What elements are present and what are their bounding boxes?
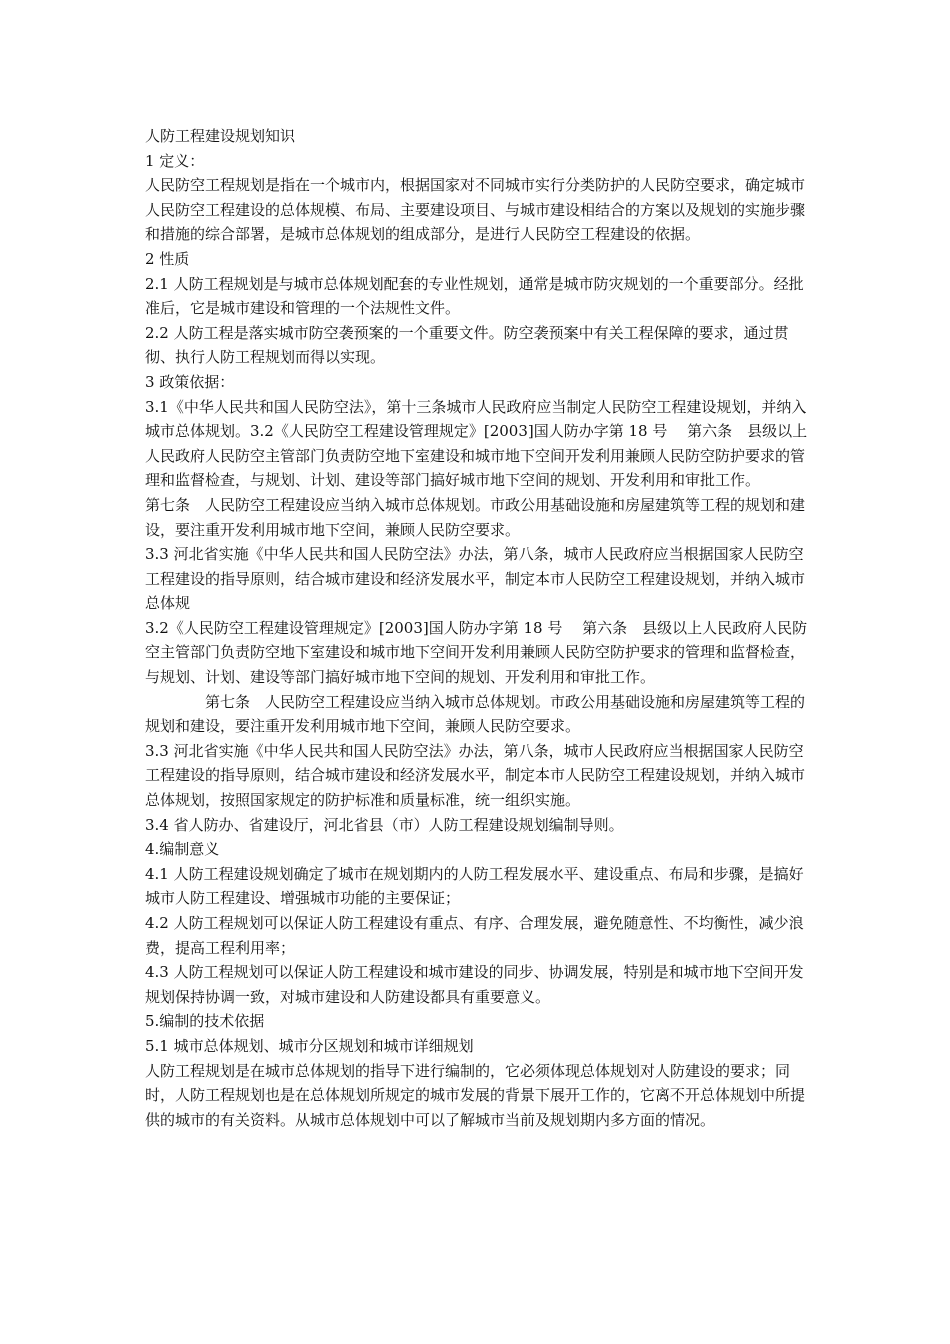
section-heading-nature: 2 性质 bbox=[145, 249, 190, 268]
section-heading-technical-basis: 5.编制的技术依据 bbox=[145, 1012, 265, 1031]
paragraph-4-3: 4.3 人防工程规划可以保证人防工程建设和城市建设的同步、协调发展，特别是和城市地下空间开发规划保持协调一致，对城市建设和人防建设都具有重要意义。 bbox=[145, 963, 804, 1006]
section-heading-significance: 4.编制意义 bbox=[145, 840, 220, 859]
paragraph-5-1-body: 人防工程规划是在城市总体规划的指导下进行编制的，它必须体现总体规划对人防建设的要求；同时，人防工程规划也是在总体规划所规定的城市发展的背景下展开工作的，它离不开总体规划中所提供的城市的有关资料。从城市总体规划中可以了解城市当前及规划期内多方面的情况。 bbox=[145, 1061, 806, 1129]
paragraph-definition: 人民防空工程规划是指在一个城市内，根据国家对不同城市实行分类防护的人民防空要求，确定城市人民防空工程建设的总体规模、布局、主要建设项目、与城市建设相结合的方案以及规划的实施步骤和措施的综合部署，是城市总体规划的组成部分，是进行人民防空工程建设的依据。 bbox=[145, 176, 806, 244]
paragraph-article-7: 第七条 人民防空工程建设应当纳入城市总体规划。市政公用基础设施和房屋建筑等工程的规划和建设，要注重开发利用城市地下空间，兼顾人民防空要求。 bbox=[145, 692, 806, 736]
section-heading-policy: 3 政策依据： bbox=[145, 372, 235, 391]
paragraph-4-1: 4.1 人防工程建设规划确定了城市在规划期内的人防工程发展水平、建设重点、布局和步骤，是搞好城市人防工程建设、增强城市功能的主要保证； bbox=[145, 864, 804, 908]
paragraph-2-2: 2.2 人防工程是落实城市防空袭预案的一个重要文件。防空袭预案中有关工程保障的要求，通过贯彻、执行人防工程规划而得以实现。 bbox=[145, 323, 789, 367]
paragraph-3-3-b: 3.3 河北省实施《中华人民共和国人民防空法》办法，第八条，城市人民政府应当根据国家人民防空工程建设的指导原则，结合城市建设和经济发展水平，制定本市人民防空工程建设规划，并纳入城市总体规划，按照国家规定的防护标准和质量标准，统一组织实施。 bbox=[145, 741, 806, 810]
paragraph-3-1: 3.1《中华人民共和国人民防空法》，第十三条城市人民政府应当制定人民防空工程建设规划，并纳入城市总体规划。3.2《人民防空工程建设管理规定》[2003]国人防办字第 18 号 第六条 县级以上人民政府人民防空主管部门负责防空地下室建设和城市地下空间开发利用兼顾人民防空防护要求的管理和监督检查，与规划、计划、建设等部门搞好城市地下空间的规划、开发利用和审批工作。 第七条 人民防空工程建设应当纳入城市总体规划。市政公用基础设施和房屋建筑等工程的规划和建设，要注重开发利用城市地下空间，兼顾人民防空要求。 bbox=[145, 397, 828, 539]
paragraph-3-2: 3.2《人民防空工程建设管理规定》[2003]国人防办字第 18 号 第六条 县级以上人民政府人民防空主管部门负责防空地下室建设和城市地下空间开发利用兼顾人民防空防护要求的管理和监督检查，与规划、计划、建设等部门搞好城市地下空间的规划、开发利用和审批工作。 bbox=[145, 618, 808, 687]
paragraph-3-4: 3.4 省人防办、省建设厅，河北省县（市）人防工程建设规划编制导则。 bbox=[145, 815, 624, 834]
document-title: 人防工程建设规划知识 bbox=[145, 127, 296, 145]
paragraph-2-1: 2.1 人防工程规划是与城市总体规划配套的专业性规划，通常是城市防灾规划的一个重要部分。经批准后，它是城市建设和管理的一个法规性文件。 bbox=[145, 274, 804, 318]
paragraph-4-2: 4.2 人防工程规划可以保证人防工程建设有重点、有序、合理发展，避免随意性、不均衡性，减少浪费，提高工程利用率； bbox=[145, 914, 804, 957]
paragraph-3-3-a: 3.3 河北省实施《中华人民共和国人民防空法》办法，第八条，城市人民政府应当根据国家人民防空工程建设的指导原则，结合城市建设和经济发展水平，制定本市人民防空工程建设规划，并纳入城市总体规 bbox=[145, 545, 806, 613]
paragraph-5-1: 5.1 城市总体规划、城市分区规划和城市详细规划 bbox=[145, 1036, 474, 1055]
section-heading-definition: 1 定义： bbox=[145, 151, 205, 170]
document-page bbox=[145, 124, 828, 1132]
